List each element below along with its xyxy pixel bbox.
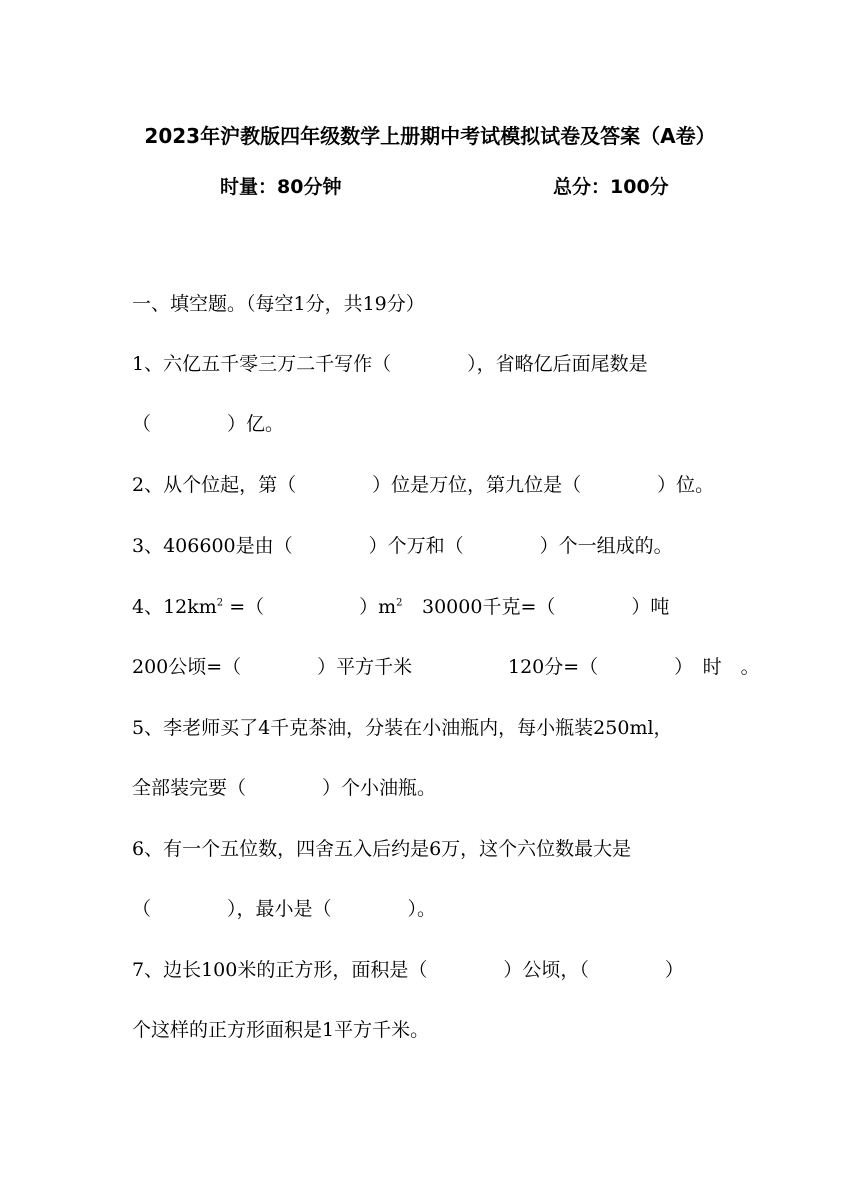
question-4-line-2-right: 120分=（ ） 时 。 [508,656,760,678]
total-score: 总分：100分 [553,176,669,198]
question-3: 3、406600是由（ ）个万和（ ）个一组成的。 [132,535,673,557]
q4-km-text: 4、12km [132,596,217,618]
question-2: 2、从个位起，第（ ）位是万位，第九位是（ ）位。 [132,474,715,496]
question-1-line-1: 1、六亿五千零三万二千写作（ ），省略亿后面尾数是 [132,353,648,375]
question-7-line-2: 个这样的正方形面积是1平方千米。 [132,1019,430,1041]
question-4-line-2: 200公顷=（ ）平方千米 [132,656,413,678]
question-6-line-1: 6、有一个五位数，四舍五入后约是6万，这个六位数最大是 [132,838,632,860]
question-7-line-1: 7、边长100米的正方形，面积是（ ）公顷，（ ） [132,959,684,981]
question-4-line-1 [132,592,403,619]
question-1-line-2: （ ）亿。 [132,413,285,435]
question-5-line-1: 5、李老师买了4千克茶油，分装在小油瓶内，每小瓶装250ml， [132,717,673,739]
time-limit: 时量：80分钟 [220,176,342,198]
question-5-line-2: 全部装完要（ ）个小油瓶。 [132,777,437,799]
question-6-line-2: （ ），最小是（ ）。 [132,898,437,920]
q4-km-superscript: 2 [216,597,224,609]
q4-m-superscript: 2 [396,597,403,609]
section-heading: 一、填空题。（每空1分，共19分） [132,293,425,315]
question-4-line-1-right: 30000千克=（ ）吨 [422,596,670,618]
document-title: 2023年沪教版四年级数学上册期中考试模拟试卷及答案（A卷） [144,124,716,148]
q4-m-text: =（ ）m [223,596,397,618]
